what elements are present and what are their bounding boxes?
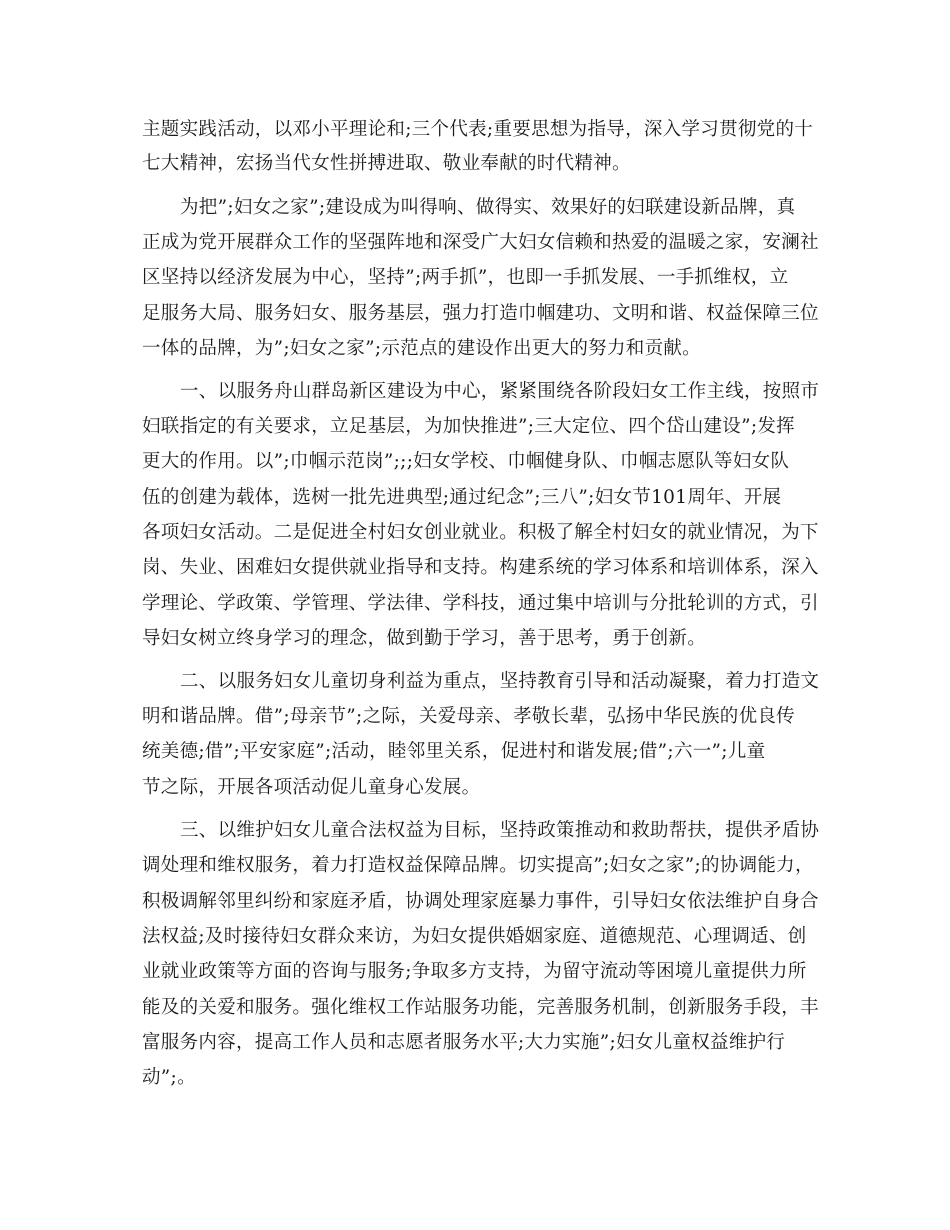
text-line: 伍的创建为载体，选树一批先进典型;通过纪念”;三八”;妇女节101周年、开展 xyxy=(142,487,782,508)
text-line: 统美德;借”;平安家庭”;活动，睦邻里关系，促进村和谐发展;借”;六一”;儿童 xyxy=(142,741,766,762)
text-line: 富服务内容，提高工作人员和志愿者服务水平;大力实施”;妇女儿童权益维护行 xyxy=(142,1032,786,1053)
text-line: 为把”;妇女之家”;建设成为叫得响、做得实、效果好的妇联建设新品牌，真 xyxy=(180,197,796,218)
text-line: 妇联指定的有关要求，立足基层，为加快推进”;三大定位、四个岱山建设”;发挥 xyxy=(142,416,795,437)
text-line: 更大的作用。以”;巾帼示范岗”;;;妇女学校、巾帼健身队、巾帼志愿队等妇女队 xyxy=(142,451,790,472)
text-line: 调处理和维权服务，着力打造权益保障品牌。切实提高”;妇女之家”;的协调能力， xyxy=(142,855,814,876)
text-line: 一体的品牌，为”;妇女之家”;示范点的建设作出更大的努力和贡献。 xyxy=(142,338,701,359)
text-line: 积极调解邻里纠纷和家庭矛盾，协调处理家庭暴力事件，引导妇女依法维护自身合 xyxy=(142,891,819,912)
text-line: 业就业政策等方面的咨询与服务;争取多方支持，为留守流动等困境儿童提供力所 xyxy=(142,961,807,982)
text-line: 三、以维护妇女儿童合法权益为目标，坚持政策推动和救助帮扶，提供矛盾协 xyxy=(180,820,820,841)
text-line: 节之际，开展各项活动促儿童身心发展。 xyxy=(142,777,481,798)
text-line: 足服务大局、服务妇女、服务基层，强力打造巾帼建功、文明和谐、权益保障三位 xyxy=(142,303,819,324)
text-line: 一、以服务舟山群岛新区建设为中心，紧紧围绕各阶段妇女工作主线，按照市 xyxy=(180,381,820,402)
text-line: 导妇女树立终身学习的理念，做到勤于学习，善于思考，勇于创新。 xyxy=(142,628,707,649)
text-line: 明和谐品牌。借”;母亲节”;之际，关爱母亲、孝敬长辈，弘扬中华民族的优良传 xyxy=(142,706,795,727)
text-line: 学理论、学政策、学管理、学法律、学科技，通过集中培训与分批轮训的方式，引 xyxy=(142,593,819,614)
text-line: 法权益;及时接待妇女群众来访，为妇女提供婚姻家庭、道德规范、心理调适、创 xyxy=(142,926,807,947)
text-line: 主题实践活动，以邓小平理论和;三个代表;重要思想为指导，深入学习贯彻党的十 xyxy=(142,119,814,140)
text-line: 正成为党开展群众工作的坚强阵地和深受广大妇女信赖和热爱的温暖之家，安澜社 xyxy=(142,232,819,253)
text-line: 七大精神，宏扬当代女性拼搏进取、敬业奉献的时代精神。 xyxy=(142,153,631,174)
text-line: 动”;。 xyxy=(142,1067,196,1088)
text-line: 区坚持以经济发展为中心，坚持”;两手抓”，也即一手抓发展、一手抓维权，立 xyxy=(142,267,789,288)
text-line: 二、以服务妇女儿童切身利益为重点，坚持教育引导和活动凝聚，着力打造文 xyxy=(180,671,820,692)
text-line: 各项妇女活动。二是促进全村妇女创业就业。积极了解全村妇女的就业情况，为下 xyxy=(142,522,819,543)
text-line: 岗、失业、困难妇女提供就业指导和支持。构建系统的学习体系和培训体系，深入 xyxy=(142,557,819,578)
text-line: 能及的关爱和服务。强化维权工作站服务功能，完善服务机制，创新服务手段，丰 xyxy=(142,997,819,1018)
